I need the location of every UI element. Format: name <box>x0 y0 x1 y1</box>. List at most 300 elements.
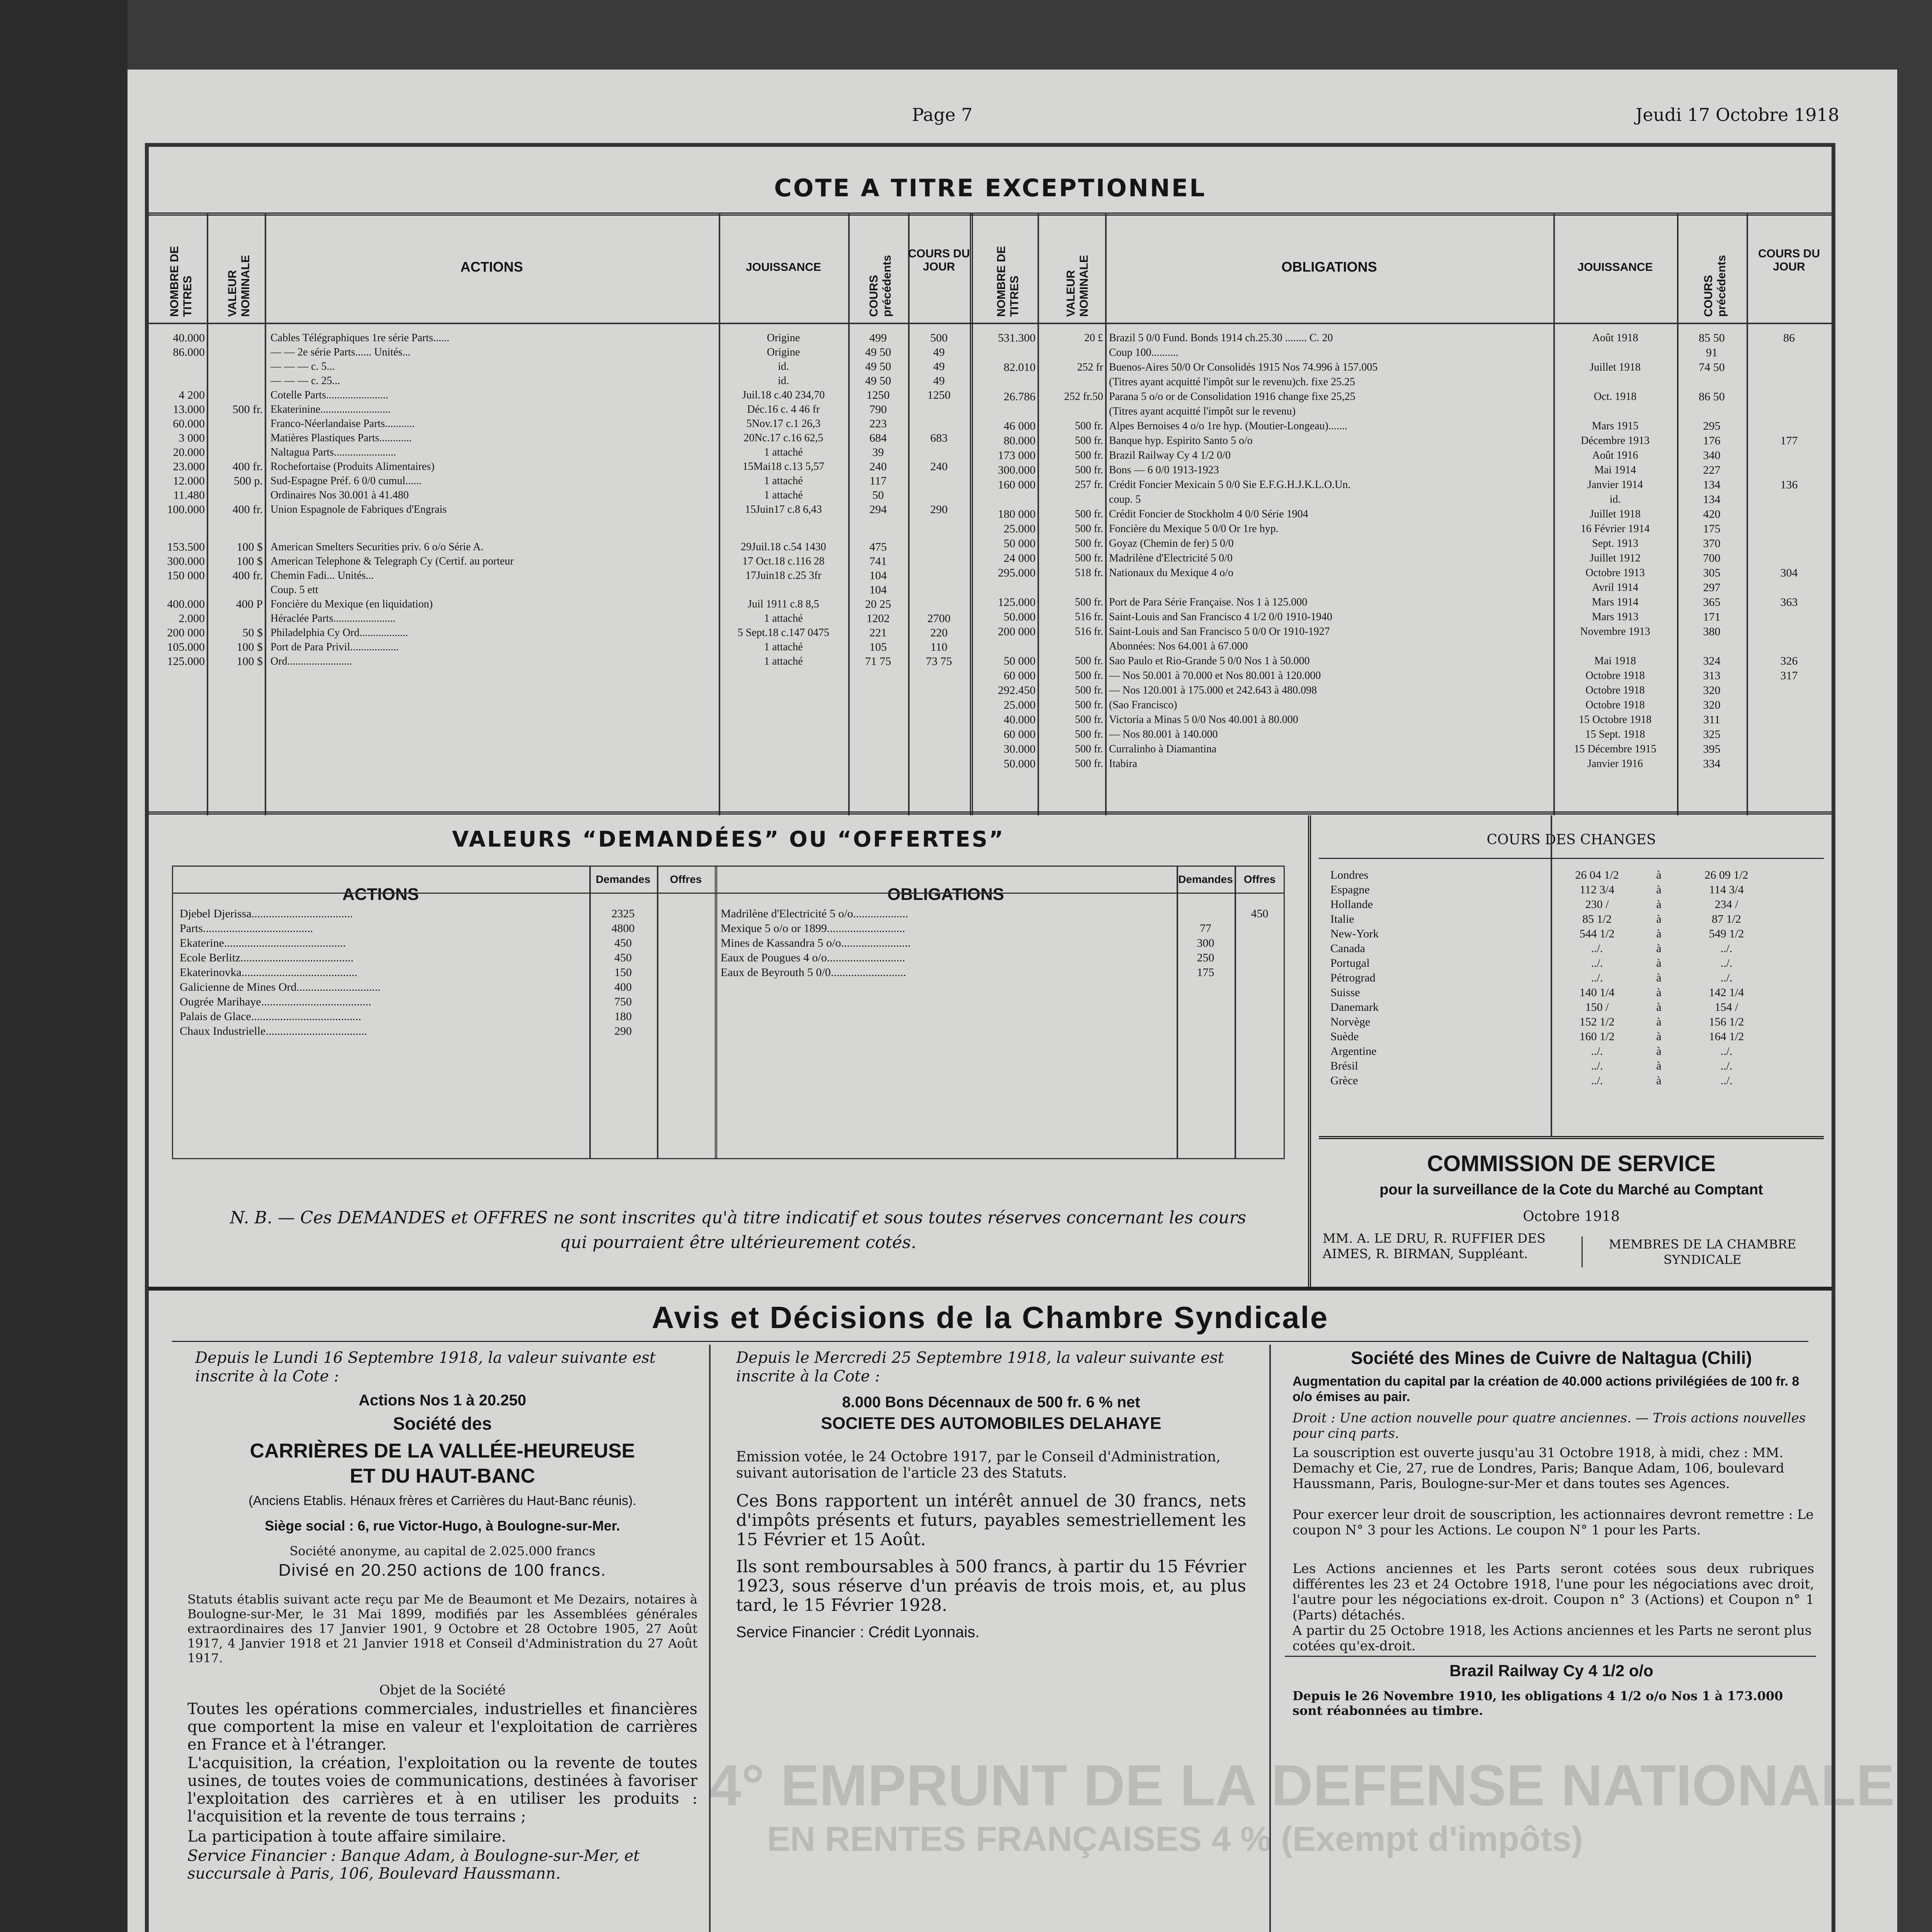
cote-action-nombre: 2.000 <box>179 613 205 624</box>
cote-action-nombre: 11.480 <box>173 490 205 501</box>
col3-p4: Pour exercer leur droit de souscription, les actionnaires devront remettre : Le coupon N° 3 pour les Actions. Le coupon N° 1 pour les Parts. <box>1293 1507 1814 1538</box>
cote-oblig-cours-jour: 136 <box>1780 479 1798 491</box>
rule <box>1285 1656 1816 1657</box>
cote-action-cours-prec: 240 <box>869 461 887 473</box>
cote-oblig-jouissance: Juillet 1918 <box>1590 509 1641 520</box>
cote-action-jouissance: 1 attaché <box>764 447 803 458</box>
cote-action-nombre: 300.000 <box>167 556 205 567</box>
cote-oblig-cours-prec: 74 50 <box>1699 362 1725 373</box>
cote-oblig-name: Coup 100.......... <box>1109 347 1179 359</box>
head-nombre-2: NOMBRE DE TITRES <box>995 246 1021 317</box>
cote-oblig-valeur: 518 fr. <box>1075 567 1103 579</box>
cote-action-cours-prec: 223 <box>869 418 887 430</box>
cote-oblig-name: Foncière du Mexique 5 0/0 Or 1re hyp. <box>1109 523 1279 535</box>
cote-action-nombre: 86.000 <box>173 347 205 358</box>
cote-oblig-cours-prec: 365 <box>1703 597 1721 608</box>
col3-p3: La souscription est ouverte jusqu'au 31 Octobre 1918, à midi, chez : MM. Demachy et Cie, 27, rue de Londres, Paris; Banque Adam, 106, boulevard Haussmann, Paris, Boulogne-sur-Mer et dans toutes ses Agences. <box>1293 1445 1784 1492</box>
cote-oblig-nombre: 25.000 <box>1003 699 1036 711</box>
change-high: ../. <box>1720 943 1733 954</box>
col-rule <box>207 213 208 815</box>
cote-action-cours-prec: 49 50 <box>865 375 891 387</box>
main-frame <box>145 143 1895 1932</box>
cote-oblig-jouissance: Octobre 1918 <box>1585 685 1645 696</box>
cote-oblig-valeur: 20 £ <box>1084 332 1103 344</box>
cote-action-jouissance: 5 Sept.18 c.147 0475 <box>737 627 830 639</box>
cote-action-nombre: 105.000 <box>167 641 205 653</box>
cote-oblig-cours-jour: 317 <box>1780 670 1798 682</box>
cote-oblig-jouissance: Mai 1918 <box>1594 655 1636 667</box>
col-rule <box>709 1345 711 1932</box>
head-cours-jour: COURS DU JOUR <box>908 247 970 273</box>
cote-action-cours-jour: 73 75 <box>926 656 952 667</box>
cote-action-name: Cotelle Parts....................... <box>270 389 388 401</box>
col-rule <box>589 866 591 1159</box>
cote-action-jouissance: 1 attaché <box>764 641 803 653</box>
change-country: Grèce <box>1330 1075 1358 1087</box>
cote-action-jouissance: 1 attaché <box>764 475 803 487</box>
cote-oblig-nombre: 292.450 <box>998 685 1036 696</box>
change-country: Hollande <box>1330 899 1373 910</box>
cote-oblig-cours-jour: 326 <box>1780 655 1798 667</box>
cote-oblig-name: — Nos 80.001 à 140.000 <box>1109 729 1218 740</box>
cote-oblig-cours-prec: 91 <box>1706 347 1718 359</box>
change-country: New-York <box>1330 928 1379 940</box>
cote-action-cours-prec: 1250 <box>866 389 890 401</box>
col1-obj: Objet de la Société <box>379 1682 506 1698</box>
cote-oblig-nombre: 200 000 <box>998 626 1036 638</box>
cote-action-name: Cables Télégraphiques 1re série Parts...... <box>270 332 449 344</box>
change-low: ../. <box>1591 972 1603 984</box>
change-high: 87 1/2 <box>1712 913 1741 925</box>
cote-oblig-name: (Sao Francisco) <box>1109 699 1177 711</box>
cote-action-cours-prec: 105 <box>869 641 887 653</box>
cote-oblig-jouissance: Mars 1914 <box>1592 597 1639 608</box>
cote-oblig-cours-prec: 334 <box>1703 758 1721 770</box>
cote-action-cours-prec: 499 <box>869 332 887 344</box>
cote-oblig-name: (Titres ayant acquitté l'impôt sur le revenu)ch. fixe 25.25 <box>1109 376 1355 388</box>
col-rule <box>1747 213 1748 815</box>
page-header <box>128 104 1897 128</box>
cote-action-nombre: 200 000 <box>167 627 205 639</box>
cote-oblig-valeur: 500 fr. <box>1075 523 1103 535</box>
cote-oblig-valeur: 252 fr.50 <box>1064 391 1103 403</box>
cote-action-valeur: 100 $ <box>236 541 263 553</box>
cote-oblig-nombre: 60 000 <box>1003 670 1036 682</box>
cote-oblig-name: coup. 5 <box>1109 494 1141 505</box>
cote-action-cours-prec: 49 50 <box>865 347 891 358</box>
cote-oblig-jouissance: Octobre 1918 <box>1585 699 1645 711</box>
change-sep: à <box>1656 943 1662 954</box>
cote-action-name: Ordinaires Nos 30.001 à 41.480 <box>270 490 409 501</box>
cote-action-name: Naltagua Parts....................... <box>270 447 396 458</box>
cote-action-cours-jour: 220 <box>930 627 948 639</box>
change-sep: à <box>1656 987 1662 998</box>
col-rule <box>1037 213 1039 815</box>
cote-oblig-jouissance: Avril 1914 <box>1592 582 1639 594</box>
cote-oblig-valeur: 500 fr. <box>1075 655 1103 667</box>
change-country: Italie <box>1330 913 1354 925</box>
cote-action-name: — — 2e série Parts...... Unités... <box>270 347 411 358</box>
cote-oblig-cours-prec: 380 <box>1703 626 1721 638</box>
cote-oblig-valeur: 516 fr. <box>1075 611 1103 623</box>
col1-l3: CARRIÈRES DE LA VALLÉE-HEUREUSE <box>250 1440 635 1462</box>
change-low: ../. <box>1591 1075 1603 1087</box>
cote-oblig-cours-prec: 134 <box>1703 479 1721 491</box>
change-low: 230 / <box>1585 899 1609 910</box>
cote-oblig-jouissance: Octobre 1918 <box>1585 670 1645 682</box>
cote-oblig-nombre: 160 000 <box>998 479 1036 491</box>
cote-action-nombre: 3 000 <box>179 432 205 444</box>
rule <box>149 811 1832 815</box>
head-jouissance-2: JOUISSANCE <box>1577 261 1653 274</box>
dem-oblig-name: Madrilène d'Electricité 5 o/o................... <box>721 908 908 920</box>
cote-title: COTE A TITRE EXCEPTIONNEL <box>774 174 1206 202</box>
cote-oblig-cours-prec: 86 50 <box>1699 391 1725 403</box>
cote-action-valeur: 100 $ <box>236 556 263 567</box>
change-country: Portugal <box>1330 957 1370 969</box>
cote-oblig-jouissance: 15 Décembre 1915 <box>1574 743 1656 755</box>
dem-action-demande: 450 <box>614 937 632 949</box>
change-country: Espagne <box>1330 884 1370 896</box>
cote-oblig-valeur: 257 fr. <box>1075 479 1103 491</box>
cote-oblig-valeur: 500 fr. <box>1075 685 1103 696</box>
cote-oblig-nombre: 40.000 <box>1003 714 1036 726</box>
col1-p5: Service Financier : Banque Adam, à Boulogne-sur-Mer, et succursale à Paris, 106, Boulevard Haussmann. <box>187 1847 640 1883</box>
change-sep: à <box>1656 1031 1662 1043</box>
cote-oblig-valeur: 500 fr. <box>1075 464 1103 476</box>
cote-action-nombre: 153.500 <box>167 541 205 553</box>
cote-oblig-valeur: 500 fr. <box>1075 509 1103 520</box>
col1-p3: L'acquisition, la création, l'exploitation ou la revente de toutes usines, de toutes voies de communications, destinées à favoriser l'exploitation des carrières et à en utiliser les produits : l'acquisition et la revente de tous terrains ; <box>187 1754 697 1825</box>
cote-oblig-name: Banque hyp. Espirito Santo 5 o/o <box>1109 435 1253 447</box>
cote-action-cours-prec: 741 <box>869 556 887 567</box>
cote-action-cours-jour: 2700 <box>927 613 951 624</box>
cote-oblig-cours-jour: 363 <box>1780 597 1798 608</box>
cote-action-name: American Telephone & Telegraph Cy (Certif. au porteur <box>270 556 514 567</box>
dem-obligations-head: OBLIGATIONS <box>887 885 1004 904</box>
dem-oblig-demande: 175 <box>1197 967 1214 978</box>
watermark-line1: 4° EMPRUNT DE LA DEFENSE NATIONALE <box>709 1753 1895 1818</box>
cote-oblig-cours-prec: 320 <box>1703 685 1721 696</box>
cote-action-valeur: 50 $ <box>242 627 263 639</box>
cote-oblig-name: Curralinho à Diamantina <box>1109 743 1217 755</box>
cote-action-cours-jour: 49 <box>933 361 945 372</box>
cote-action-cours-prec: 104 <box>869 570 887 582</box>
change-country: Brésil <box>1330 1060 1358 1072</box>
change-country: Pétrograd <box>1330 972 1376 984</box>
cote-oblig-nombre: 180 000 <box>998 509 1036 520</box>
col1-p4: La participation à toute affaire similaire. <box>187 1828 506 1845</box>
cote-action-jouissance: id. <box>778 361 789 372</box>
cote-action-name: Foncière du Mexique (en liquidation) <box>270 599 433 610</box>
commission-month: Octobre 1918 <box>1523 1209 1620 1225</box>
cote-action-jouissance: 1 attaché <box>764 613 803 624</box>
cote-oblig-name: Port de Para Série Française. Nos 1 à 125.000 <box>1109 597 1308 608</box>
cote-oblig-valeur: 516 fr. <box>1075 626 1103 638</box>
dem-action-demande: 4800 <box>611 923 635 934</box>
cote-oblig-name: Nationaux du Mexique 4 o/o <box>1109 567 1233 579</box>
cote-oblig-name: Goyaz (Chemin de fer) 5 0/0 <box>1109 538 1234 549</box>
col-rule <box>1553 213 1555 815</box>
change-low: 112 3/4 <box>1580 884 1614 896</box>
cote-action-name: Sud-Espagne Préf. 6 0/0 cumul...... <box>270 475 422 487</box>
cote-action-jouissance: 1 attaché <box>764 490 803 501</box>
cote-action-jouissance: Origine <box>767 332 800 344</box>
change-low: 160 1/2 <box>1579 1031 1615 1043</box>
commission-members: MM. A. LE DRU, R. RUFFIER DES AIMES, R. BIRMAN, Suppléant. <box>1323 1231 1546 1261</box>
change-sep: à <box>1656 1016 1662 1028</box>
cote-action-valeur: 500 fr. <box>232 404 263 415</box>
cote-oblig-jouissance: Novembre 1913 <box>1580 626 1650 638</box>
cote-action-name: Philadelphia Cy Ord.................. <box>270 627 408 639</box>
dem-action-demande: 180 <box>614 1011 632 1022</box>
head-cours-prec-2: COURS précédents <box>1702 255 1728 317</box>
cote-oblig-jouissance: Mars 1915 <box>1592 420 1639 432</box>
dem-action-demande: 750 <box>614 996 632 1008</box>
cote-oblig-nombre: 173 000 <box>998 450 1036 461</box>
cote-action-name: Rochefortaise (Produits Alimentaires) <box>270 461 435 473</box>
col1-l8: Divisé en 20.250 actions de 100 francs. <box>278 1561 607 1580</box>
cote-oblig-valeur: 500 fr. <box>1075 743 1103 755</box>
col2-l1: 8.000 Bons Décennaux de 500 fr. 6 % net <box>842 1394 1140 1411</box>
cote-action-cours-prec: 49 50 <box>865 361 891 372</box>
change-country: Danemark <box>1330 1002 1379 1013</box>
change-high: 26 09 1/2 <box>1704 869 1748 881</box>
avis-section <box>149 1287 1895 1932</box>
cote-oblig-valeur: 500 fr. <box>1075 420 1103 432</box>
cote-oblig-jouissance: Oct. 1918 <box>1594 391 1637 403</box>
cote-oblig-name: Abonnées: Nos 64.001 à 67.000 <box>1109 641 1248 652</box>
dem-action-demande: 2325 <box>611 908 635 920</box>
change-high: 156 1/2 <box>1709 1016 1744 1028</box>
cote-action-name: Ord........................ <box>270 656 352 667</box>
rule <box>149 323 1832 324</box>
head-valeur: VALEUR NOMINALE <box>226 255 252 317</box>
cote-action-nombre: 20.000 <box>173 447 205 458</box>
col2-p3: Ils sont remboursables à 500 francs, à partir du 15 Février 1923, sous réserve d'un préavis de trois mois, et, au plus tard, le 15 Février 1928. <box>736 1557 1246 1615</box>
col-rule <box>848 213 850 815</box>
cote-action-jouissance: id. <box>778 375 789 387</box>
dem-action-demande: 450 <box>614 952 632 964</box>
cote-oblig-nombre: 60 000 <box>1003 729 1036 740</box>
cote-action-jouissance: Déc.16 c. 4 46 fr <box>747 404 820 415</box>
col3-p1: Augmentation du capital par la création de 40.000 actions privilégiées de 100 fr. 8 o/o émises au pair. <box>1293 1374 1799 1404</box>
cote-oblig-jouissance: Juillet 1912 <box>1590 553 1641 564</box>
dem-oblig-name: Mexique 5 o/o or 1899........................... <box>721 923 905 934</box>
change-country: Suisse <box>1330 987 1360 998</box>
cote-oblig-jouissance: 15 Sept. 1918 <box>1585 729 1645 740</box>
col1-l4: ET DU HAUT-BANC <box>350 1465 535 1487</box>
cote-action-valeur: 400 P <box>236 599 263 610</box>
change-high: ../. <box>1720 1060 1733 1072</box>
demandees-title: VALEURS “DEMANDÉES” OU “OFFERTES” <box>452 827 1005 852</box>
cote-oblig-name: Bons — 6 0/0 1913-1923 <box>1109 464 1219 476</box>
cote-oblig-cours-prec: 324 <box>1703 655 1721 667</box>
change-high: ../. <box>1720 957 1733 969</box>
cote-action-name: Union Espagnole de Fabriques d'Engrais <box>270 504 447 515</box>
nb-note: N. B. — Ces DEMANDES et OFFRES ne sont inscrites qu'à titre indicatif et sous toutes réserves concernant les cours qui pourraient être ultérieurement cotés. <box>230 1208 1247 1252</box>
head-obligations: OBLIGATIONS <box>1281 259 1377 275</box>
col1-p2: Toutes les opérations commerciales, industrielles et financières que comportent la mise en valeur et l'exploitation de carrières en France et à l'étranger. <box>187 1700 697 1753</box>
cote-oblig-nombre: 25.000 <box>1003 523 1036 535</box>
cote-action-cours-jour: 240 <box>930 461 948 473</box>
cote-oblig-nombre: 30.000 <box>1003 743 1036 755</box>
cote-oblig-cours-prec: 325 <box>1703 729 1721 740</box>
cote-oblig-nombre: 24 000 <box>1003 553 1036 564</box>
dem-action-name: Ekaterinovka........................................ <box>180 967 357 978</box>
col2-intro: Depuis le Mercredi 25 Septembre 1918, la valeur suivante est inscrite à la Cote : <box>736 1349 1224 1385</box>
col1-l1: Actions Nos 1 à 20.250 <box>359 1392 526 1409</box>
cote-oblig-nombre: 50 000 <box>1003 655 1036 667</box>
dem-action-name: Parts...................................... <box>180 923 313 934</box>
watermark-line2: EN RENTES FRANÇAISES 4 % (Exempt d'impôts) <box>767 1820 1583 1859</box>
col2-p2: Ces Bons rapportent un intérêt annuel de 30 francs, nets d'impôts présents et futurs, payables semestriellement les 15 Février et 15 Août. <box>736 1491 1246 1549</box>
cote-action-cours-jour: 49 <box>933 375 945 387</box>
cote-oblig-valeur: 500 fr. <box>1075 699 1103 711</box>
col1-l2: Société des <box>393 1413 492 1434</box>
cote-action-nombre: 150 000 <box>167 570 205 582</box>
col-rule <box>715 866 717 1159</box>
col-rule <box>1677 213 1679 815</box>
cote-action-jouissance: Juil 1911 c.8 8,5 <box>748 599 819 610</box>
cote-oblig-jouissance: id. <box>1609 494 1621 505</box>
cote-oblig-cours-prec: 171 <box>1703 611 1721 623</box>
col-rule <box>1235 866 1236 1159</box>
commission-right: MEMBRES DE LA CHAMBRE SYNDICALE <box>1582 1236 1822 1267</box>
col-rule <box>908 213 910 815</box>
cote-action-cours-prec: 475 <box>869 541 887 553</box>
cote-oblig-name: Crédit Foncier Mexicain 5 0/0 Sie E.F.G.H.J.K.L.O.Un. <box>1109 479 1351 491</box>
head-cours-prec: COURS précédents <box>867 255 893 317</box>
cote-section <box>149 147 1832 815</box>
cote-action-cours-prec: 790 <box>869 404 887 415</box>
change-high: 154 / <box>1714 1002 1738 1013</box>
change-sep: à <box>1656 1002 1662 1013</box>
col-rule <box>719 213 720 815</box>
dem-action-name: Palais de Glace...................................... <box>180 1011 361 1022</box>
change-country: Canada <box>1330 943 1365 954</box>
cote-oblig-valeur: 500 fr. <box>1075 435 1103 447</box>
dem-action-demande: 400 <box>614 981 632 993</box>
cote-action-name: — — — c. 25... <box>270 375 340 387</box>
cote-oblig-jouissance: Décembre 1913 <box>1580 435 1650 447</box>
cote-oblig-valeur: 252 fr <box>1077 362 1103 373</box>
cote-action-cours-prec: 104 <box>869 584 887 596</box>
newspaper-page <box>128 70 1897 1932</box>
change-country: Suède <box>1330 1031 1359 1043</box>
cote-oblig-nombre: 80.000 <box>1003 435 1036 447</box>
dem-oblig-demande: 250 <box>1197 952 1214 964</box>
cote-action-name: Héraclée Parts....................... <box>270 613 396 624</box>
cote-action-name: Coup. 5 ett <box>270 584 318 596</box>
cote-action-name: — — — c. 5... <box>270 361 335 372</box>
col1-l6: Siège social : 6, rue Victor-Hugo, à Boulogne-sur-Mer. <box>265 1518 620 1534</box>
cote-action-name: Ekaterinine.......................... <box>270 404 391 415</box>
cote-action-jouissance: 20Nc.17 c.16 62,5 <box>743 432 823 444</box>
cote-oblig-cours-jour: 177 <box>1780 435 1798 447</box>
cote-oblig-valeur: 500 fr. <box>1075 538 1103 549</box>
dem-action-name: Djebel Djerissa................................... <box>180 908 353 920</box>
demandees-section <box>149 815 1308 1287</box>
cote-oblig-valeur: 500 fr. <box>1075 450 1103 461</box>
changes-section <box>1308 815 1832 1287</box>
col-rule <box>1177 866 1178 1159</box>
cote-oblig-cours-prec: 395 <box>1703 743 1721 755</box>
cote-action-nombre: 23.000 <box>173 461 205 473</box>
head-actions: ACTIONS <box>460 259 523 275</box>
cote-action-cours-jour: 49 <box>933 347 945 358</box>
cote-oblig-jouissance: 16 Février 1914 <box>1580 523 1650 535</box>
cote-oblig-name: Parana 5 o/o or de Consolidation 1916 change fixe 25,25 <box>1109 391 1355 403</box>
cote-action-cours-prec: 221 <box>869 627 887 639</box>
cote-oblig-name: Saint-Louis and San Francisco 4 1/2 0/0 1910-1940 <box>1109 611 1332 623</box>
change-high: ../. <box>1720 1075 1733 1087</box>
cote-oblig-name: Itabira <box>1109 758 1138 770</box>
cote-oblig-nombre: 46 000 <box>1003 420 1036 432</box>
col-rule <box>1551 815 1552 1136</box>
cote-oblig-name: Buenos-Aires 50/0 Or Consolidés 1915 Nos 74.996 à 157.005 <box>1109 362 1378 373</box>
cote-oblig-name: Brazil Railway Cy 4 1/2 0/0 <box>1109 450 1231 461</box>
rule <box>1319 858 1824 859</box>
cote-action-jouissance: 29Juil.18 c.54 1430 <box>741 541 826 553</box>
change-high: 164 1/2 <box>1709 1031 1744 1043</box>
cote-oblig-nombre: 82.010 <box>1003 362 1036 373</box>
cote-oblig-jouissance: Sept. 1913 <box>1592 538 1638 549</box>
cote-oblig-nombre: 300.000 <box>998 464 1036 476</box>
cote-action-jouissance: 15Juin17 c.8 6,43 <box>745 504 822 515</box>
cote-action-nombre: 40.000 <box>173 332 205 344</box>
change-sep: à <box>1656 972 1662 984</box>
cote-oblig-name: Brazil 5 0/0 Fund. Bonds 1914 ch.25.30 ........ C. 20 <box>1109 332 1333 344</box>
col3-title: Société des Mines de Cuivre de Naltagua (Chili) <box>1351 1348 1752 1368</box>
col3-p6: A partir du 25 Octobre 1918, les Actions anciennes et les Parts ne seront plus cotées qu'ex-droit. <box>1293 1623 1812 1654</box>
col2-p4: Service Financier : Crédit Lyonnais. <box>736 1624 980 1641</box>
cote-action-valeur: 100 $ <box>236 656 263 667</box>
cote-oblig-nombre: 125.000 <box>998 597 1036 608</box>
dem-action-demande: 150 <box>614 967 632 978</box>
cote-action-jouissance: 15Mai18 c.13 5,57 <box>742 461 825 473</box>
col2-l2: SOCIETE DES AUTOMOBILES DELAHAYE <box>821 1414 1162 1433</box>
dem-oblig-name: Eaux de Pougues 4 o/o........................... <box>721 952 905 964</box>
cote-oblig-cours-prec: 295 <box>1703 420 1721 432</box>
dem-oblig-demande: 77 <box>1200 923 1211 934</box>
change-low: ../. <box>1591 943 1603 954</box>
cote-oblig-jouissance: Août 1916 <box>1592 450 1638 461</box>
dem-action-demande: 290 <box>614 1026 632 1037</box>
cote-oblig-cours-prec: 311 <box>1703 714 1720 726</box>
col1-p1: Statuts établis suivant acte reçu par Me de Beaumont et Me Dezairs, notaires à Boulogne-sur-Mer, le 31 Mai 1899, modifiés par les Assemblées générales extraordinaires des 17 Janvier 1901, 9 Octobre et 28 Octobre 1905, 27 Août 1917, 4 Janvier 1918 et 21 Janvier 1918 et Conseil d'Administration du 27 Août 1917. <box>187 1592 697 1665</box>
cote-oblig-nombre: 531.300 <box>998 332 1036 344</box>
change-low: ../. <box>1591 957 1603 969</box>
cote-oblig-nombre: 50.000 <box>1003 758 1036 770</box>
cote-action-jouissance: 1 attaché <box>764 656 803 667</box>
change-low: 152 1/2 <box>1579 1016 1615 1028</box>
change-sep: à <box>1656 1046 1662 1057</box>
cote-action-valeur: 400 fr. <box>232 504 263 515</box>
cote-action-name: Port de Para Privil.................. <box>270 641 399 653</box>
cote-action-nombre: 12.000 <box>173 475 205 487</box>
cote-oblig-nombre: 50 000 <box>1003 538 1036 549</box>
col1-intro: Depuis le Lundi 16 Septembre 1918, la valeur suivante est inscrite à la Cote : <box>195 1349 656 1385</box>
cote-action-cours-prec: 117 <box>869 475 887 487</box>
cote-oblig-name: Victoria a Minas 5 0/0 Nos 40.001 à 80.000 <box>1109 714 1298 726</box>
col1-l5: (Anciens Etablis. Hénaux frères et Carrières du Haut-Banc réunis). <box>248 1493 636 1508</box>
cote-oblig-valeur: 500 fr. <box>1075 714 1103 726</box>
cote-oblig-valeur: 500 fr. <box>1075 670 1103 682</box>
cote-oblig-name: Saint-Louis and San Francisco 5 0/0 Or 1910-1927 <box>1109 626 1330 638</box>
change-low: 85 1/2 <box>1582 913 1612 925</box>
cote-oblig-valeur: 500 fr. <box>1075 597 1103 608</box>
